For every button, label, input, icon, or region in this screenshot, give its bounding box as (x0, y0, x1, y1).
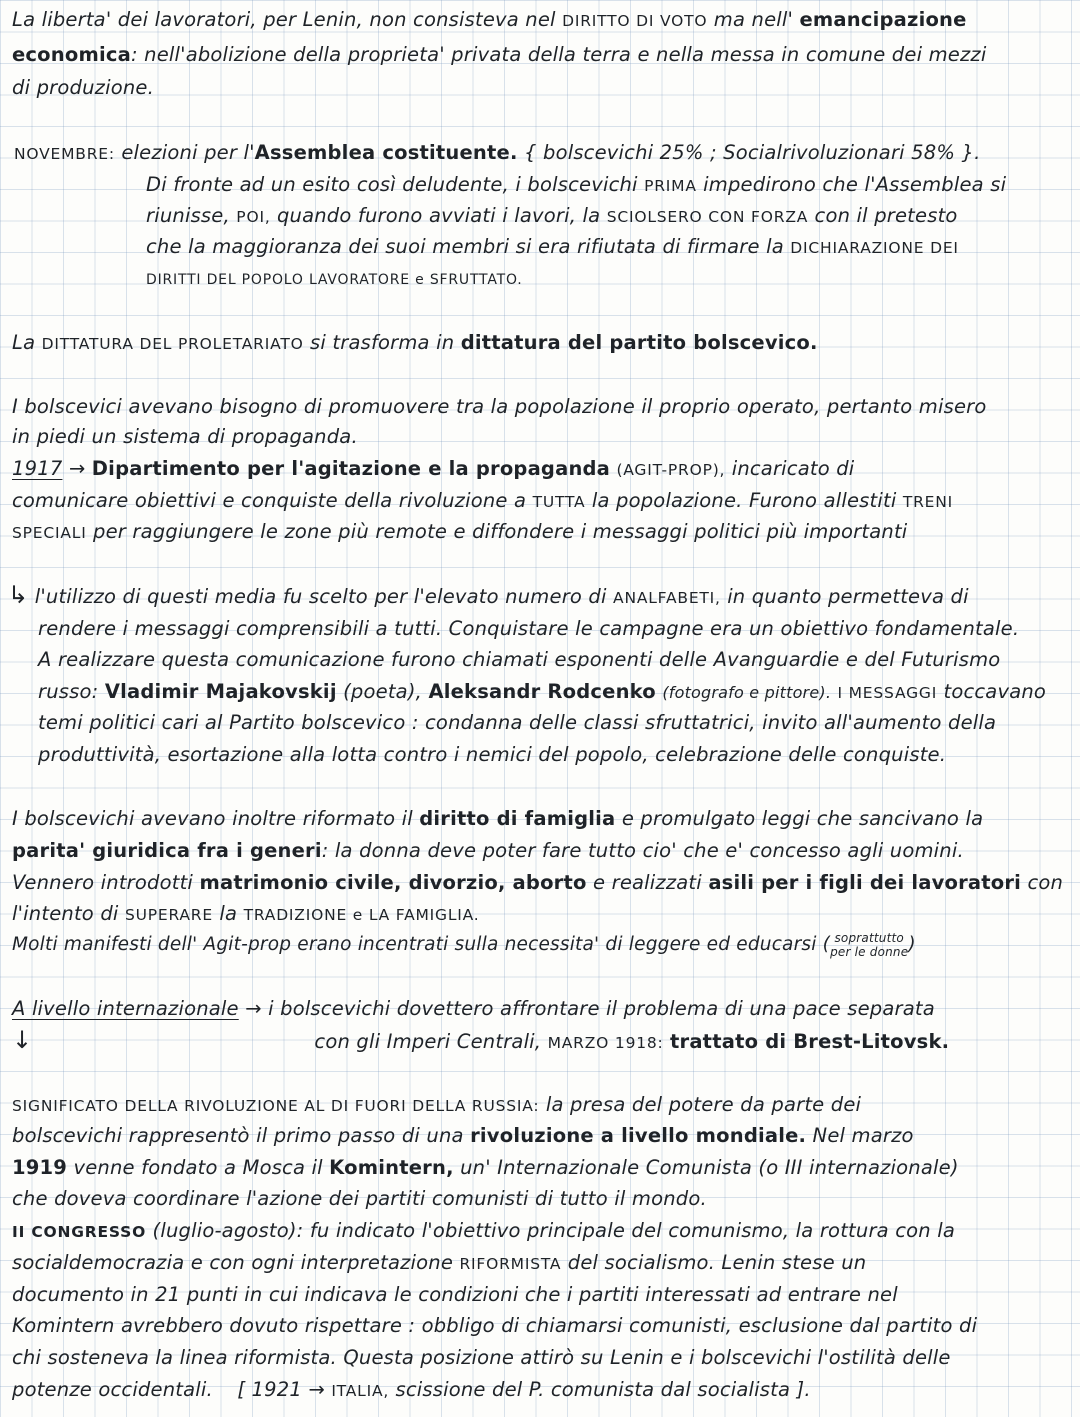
line-28: SIGNIFICATO DELLA RIVOLUZIONE AL DI FUORI DELLA RUSSIA: la presa del potere da parte dei (12, 1093, 862, 1116)
line-34: documento in 21 punti in cui indicava le condizioni che i partiti interessati ad entrare nel (12, 1283, 898, 1306)
line-13: comunicare obiettivi e conquiste della rivoluzione a TUTTA la popolazione. Furono allestiti TRENI (12, 489, 954, 512)
line-24: l'intento di SUPERARE la TRADIZIONE e LA FAMIGLIA. (12, 902, 480, 925)
line-29: bolscevichi rappresentò il primo passo di una rivoluzione a livello mondiale. Nel marzo (12, 1124, 914, 1147)
line-18: russo: Vladimir Majakovskij (poeta), Aleksandr Rodcenko (fotografo e pittore). I MESSAGGI toccavano (38, 680, 1047, 703)
note-soprattutto: soprattutto per le donne (830, 931, 909, 959)
line-37: potenze occidentali. [ 1921 → ITALIA, scissione del P. comunista dal socialista ]. (12, 1378, 811, 1401)
line-32: II CONGRESSO (luglio-agosto): fu indicato l'obiettivo principale del comunismo, la rottura con la (12, 1219, 955, 1242)
line-3: di produzione. (12, 76, 154, 99)
line-7: che la maggioranza dei suoi membri si era rifiutata di firmare la DICHIARAZIONE DEI (146, 235, 959, 258)
line-35: Komintern avrebbero dovuto rispettare : obbligo di chiamarsi comunisti, esclusione dal partito di (12, 1314, 978, 1337)
line-10: I bolscevici avevano bisogno di promuovere tra la popolazione il proprio operato, pertanto misero (12, 395, 987, 418)
line-1: La liberta' dei lavoratori, per Lenin, non consisteva nel DIRITTO DI VOTO ma nell' emancipazione (12, 8, 967, 31)
line-12: 1917 → Dipartimento per l'agitazione e la propaganda (AGIT-PROP), incaricato di (12, 457, 855, 480)
line-22: parita' giuridica fra i generi: la donna deve poter fare tutto cio' che e' concesso agli uomini. (12, 839, 964, 862)
line-9: La DITTATURA DEL PROLETARIATO si trasforma in dittatura del partito bolscevico. (12, 331, 818, 354)
line-11: in piedi un sistema di propaganda. (12, 425, 358, 448)
line-17: A realizzare questa comunicazione furono chiamati esponenti delle Avanguardie e del Futurismo (38, 648, 1001, 671)
line-25: Molti manifesti dell' Agit-prop erano incentrati sulla necessita' di leggere ed educarsi ( soprattutto per le donne ) (12, 931, 916, 959)
line-33: socialdemocrazia e con ogni interpretazione RIFORMISTA del socialismo. Lenin stese un (12, 1251, 867, 1274)
line-21: I bolscevichi avevano inoltre riformato il diritto di famiglia e promulgato leggi che sancivano la (12, 807, 984, 830)
line-36: chi sosteneva la linea riformista. Questa posizione attirò su Lenin e i bolscevichi l'ostilità delle (12, 1346, 951, 1369)
line-16: rendere i messaggi comprensibili a tutti. Conquistare le campagne era un obiettivo fondamentale. (38, 617, 1020, 640)
line-2: economica: nell'abolizione della proprieta' privata della terra e nella messa in comune dei mezzi (12, 43, 987, 66)
line-20: produttività, esortazione alla lotta contro i nemici del popolo, celebrazione delle conquiste. (38, 743, 947, 766)
line-31: che doveva coordinare l'azione dei partiti comunisti di tutto il mondo. (12, 1187, 707, 1210)
line-6: riunisse, POI, quando furono avviati i lavori, la SCIOLSERO CON FORZA con il pretesto (146, 204, 958, 227)
line-15: ↳ l'utilizzo di questi media fu scelto per l'elevato numero di ANALFABETI, in quanto permetteva di (8, 581, 969, 609)
line-19: temi politici cari al Partito bolscevico : condanna delle classi sfruttatrici, invito all'aumento della (38, 711, 997, 734)
line-27: ↓ con gli Imperi Centrali, MARZO 1918: trattato di Brest-Litovsk. (12, 1026, 950, 1054)
line-23: Vennero introdotti matrimonio civile, divorzio, aborto e realizzati asili per i figli dei lavoratori con (12, 871, 1064, 894)
line-5: Di fronte ad un esito così deludente, i bolscevichi PRIMA impedirono che l'Assemblea si (146, 173, 1007, 196)
line-8: DIRITTI DEL POPOLO LAVORATORE e SFRUTTATO. (146, 272, 523, 288)
line-4: NOVEMBRE: elezioni per l'Assemblea costituente. { bolscevichi 25% ; Socialrivoluzionari 58% }. (14, 141, 981, 164)
line-30: 1919 venne fondato a Mosca il Komintern, un' Internazionale Comunista (o III internazionale) (12, 1156, 959, 1179)
line-14: SPECIALI per raggiungere le zone più remote e diffondere i messaggi politici più importanti (12, 520, 908, 543)
line-26: A livello internazionale → i bolscevichi dovettero affrontare il problema di una pace separata (12, 997, 935, 1020)
